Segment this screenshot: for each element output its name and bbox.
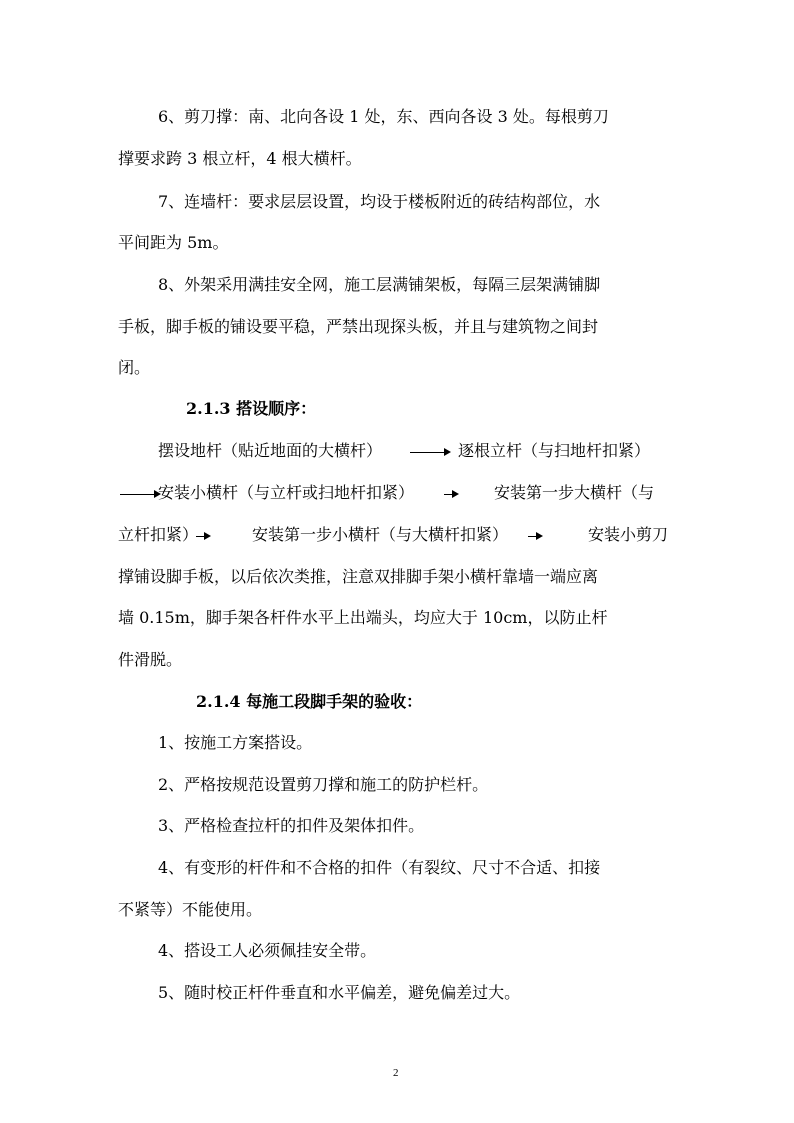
item-6-line-2: 撑要求跨 3 根立杆，4 根大横杆。: [118, 149, 362, 168]
item-8-line-2: 手板，脚手板的铺设要平稳，严禁出现探头板，并且与建筑物之间封: [118, 317, 599, 336]
item-6-line-1: 6、剪刀撑：南、北向各设 1 处，东、西向各设 3 处。每根剪刀: [158, 107, 609, 126]
sequence-step-2: 逐根立杆（与扫地杆扣紧）: [458, 441, 651, 460]
sequence-step-4: 安装第一步大横杆（与: [494, 483, 655, 502]
check-item-4-line-1: 4、有变形的杆件和不合格的扣件（有裂纹、尺寸不合适、扣接: [158, 858, 601, 877]
item-8-line-3: 闭。: [118, 358, 151, 377]
sequence-line-1: [0, 440, 794, 462]
sequence-step-1: 摆设地杆（贴近地面的大横杆）: [158, 441, 383, 460]
page-number: 2: [393, 1067, 399, 1079]
check-item-4-line-2: 不紧等）不能使用。: [118, 900, 263, 919]
sequence-line-2: [0, 482, 794, 504]
check-item-2: 2、严格按规范设置剪刀撑和施工的防护栏杆。: [158, 775, 489, 794]
sequence-line-4: 撑铺设脚手板，以后依次类推，注意双排脚手架小横杆靠墙一端应离: [118, 567, 599, 586]
item-8-line-1: 8、外架采用满挂安全网，施工层满铺架板，每隔三层架满铺脚: [158, 275, 601, 294]
heading-2-1-4: 2.1.4 每施工段脚手架的验收：: [196, 692, 423, 711]
sequence-line-3: [0, 524, 794, 546]
sequence-line-6: 件滑脱。: [118, 650, 183, 669]
check-item-3: 3、严格检查拉杆的扣件及架体扣件。: [158, 816, 425, 835]
item-7-line-2: 平间距为 5m。: [118, 233, 229, 252]
check-item-6: 5、随时校正杆件垂直和水平偏差，避免偏差过大。: [158, 983, 521, 1002]
sequence-step-3: 安装小横杆（与立杆或扫地杆扣紧）: [158, 483, 415, 502]
sequence-step-7: 安装小剪刀: [588, 525, 669, 544]
item-7-line-1: 7、连墙杆：要求层层设置，均设于楼板附近的砖结构部位，水: [158, 192, 601, 211]
heading-2-1-3: 2.1.3 搭设顺序：: [186, 399, 317, 418]
check-item-1: 1、按施工方案搭设。: [158, 733, 313, 752]
sequence-line-5: 墙 0.15m，脚手架各杆件水平上出端头，均应大于 10cm，以防止杆: [118, 608, 608, 627]
sequence-step-5: 立杆扣紧）: [118, 525, 199, 544]
check-item-5: 4、搭设工人必须佩挂安全带。: [158, 941, 377, 960]
sequence-step-6: 安装第一步小横杆（与大横杆扣紧）: [252, 525, 509, 544]
